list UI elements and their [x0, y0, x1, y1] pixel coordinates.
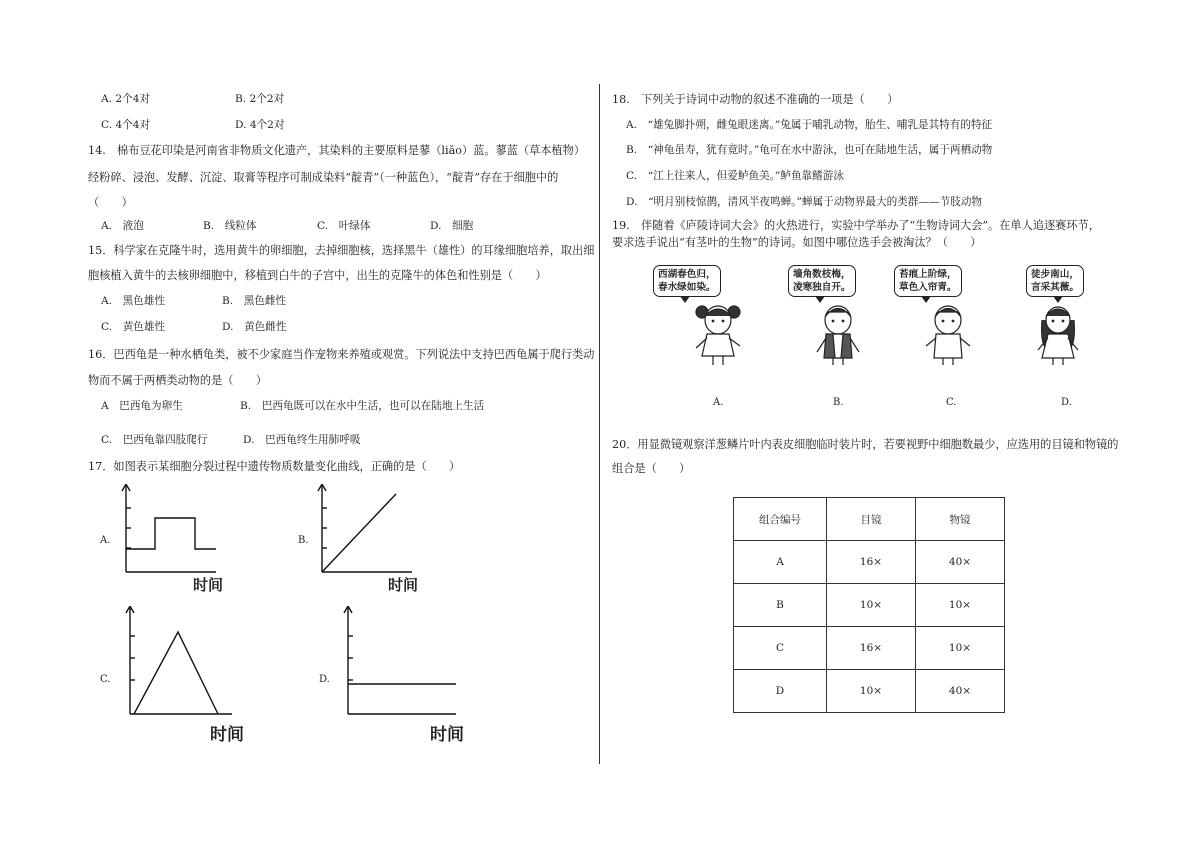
q18-option-b: B. “神龟虽寿，犹有竟时。”龟可在水中游泳，也可在陆地生活，属于两栖动物: [626, 144, 993, 156]
q20-stem-line-2: 组合是（ ）: [612, 462, 691, 475]
q19-label-a: A.: [713, 397, 724, 408]
q19-girl-figure-a: [688, 300, 748, 366]
q19-boy-figure-b: [808, 300, 868, 366]
table-header-row: [734, 498, 1005, 541]
table-cell: 16×: [827, 627, 916, 670]
q14-option-d: D. 细胞: [430, 220, 474, 232]
table-row: [734, 627, 1005, 670]
q15-stem-line-1: 15．科学家在克隆牛时，选用黄牛的卵细胞，去掉细胞核，选择黑牛（雄性）的耳缘细胞培养，取出细: [88, 244, 595, 257]
table-row: [734, 670, 1005, 713]
table-cell: 10×: [916, 627, 1005, 670]
q15-option-a: A. 黑色雄性: [101, 295, 165, 307]
q14-option-b: B. 线粒体: [203, 220, 257, 232]
q17-chart-c-label: C.: [100, 674, 111, 685]
table-row: [734, 541, 1005, 584]
column-divider: [599, 84, 600, 764]
table-header-cell: 组合编号: [734, 498, 827, 541]
q16-option-d: D. 巴西龟终生用肺呼吸: [243, 434, 361, 446]
q16-option-b: B. 巴西龟既可以在水中生活，也可以在陆地上生活: [240, 400, 485, 412]
q17-chart-b: [308, 484, 418, 579]
q17-chart-b-xlabel: 时间: [388, 576, 419, 594]
table-header-cell: 物镜: [916, 498, 1005, 541]
q17-chart-d: [334, 606, 460, 718]
q17-chart-c-curve: [134, 632, 218, 714]
q17-chart-b-curve: [322, 494, 396, 572]
q16-stem-line-2: 物而不属于两栖类动物的是（ ）: [88, 374, 268, 387]
q18-option-d: D. “明月别枝惊鹊，清风半夜鸣蝉。”蝉属于动物界最大的类群——节肢动物: [626, 196, 983, 208]
table-cell: 40×: [916, 541, 1005, 584]
table-cell: 10×: [916, 584, 1005, 627]
q19-label-c: C.: [946, 397, 957, 408]
q17-chart-d-xlabel: 时间: [430, 725, 464, 745]
q17-chart-a: [112, 484, 222, 579]
table-cell: A: [734, 541, 827, 584]
q19-stem-line-2: 要求选手说出“有茎叶的生物”的诗词。如图中哪位选手会被淘汰？（ ）: [612, 236, 982, 249]
table-row: [734, 584, 1005, 627]
q15-option-c: C. 黄色雄性: [101, 321, 166, 333]
q14-option-c: C. 叶绿体: [317, 220, 371, 232]
q14-stem-line-1: 14. 棉布豆花印染是河南省非物质文化遗产，其染料的主要原料是蓼（liǎo）蓝。蓼蓝（草本植物）: [88, 144, 586, 157]
table-cell: C: [734, 627, 827, 670]
table-header-cell: 目镜: [827, 498, 916, 541]
table-cell: 16×: [827, 541, 916, 584]
q18-option-c: C. “江上往来人，但爱鲈鱼美。”鲈鱼靠鳍游泳: [626, 170, 844, 182]
q20-stem-line-1: 20．用显微镜观察洋葱鳞片叶内表皮细胞临时装片时，若要视野中细胞数最少，应选用的目镜和物镜的: [612, 438, 1119, 451]
q19-bubble-c: 苔痕上阶绿， 草色入帘青。: [894, 265, 962, 297]
q14-option-a: A. 液泡: [101, 220, 144, 232]
q15-option-d: D. 黄色雌性: [222, 321, 287, 333]
table-cell: 10×: [827, 670, 916, 713]
q18-stem: 18. 下列关于诗词中动物的叙述不准确的一项是（ ）: [612, 93, 899, 106]
q17-chart-c-xlabel: 时间: [210, 725, 244, 745]
q13-option-c: C. 4个4对: [101, 119, 151, 131]
q19-bubble-a: 西湖春色归， 春水绿如染。: [653, 265, 721, 297]
q17-chart-d-label: D.: [319, 674, 330, 685]
q17-chart-c: [118, 606, 238, 718]
q16-option-a: A 巴西龟为卵生: [101, 400, 183, 412]
q17-chart-a-label: A.: [100, 535, 111, 546]
q19-bubble-b: 墙角数枝梅， 凌寒独自开。: [788, 265, 856, 297]
q20-combination-table: [733, 497, 1005, 713]
q19-stem-line-1: 19. 伴随着《庐陵诗词大会》的火热进行，实验中学举办了“生物诗词大会”。在单人追逐赛环节，: [612, 219, 1100, 232]
table-cell: B: [734, 584, 827, 627]
q19-bubble-d: 徒步南山， 言采其薇。: [1026, 265, 1084, 297]
table-cell: 10×: [827, 584, 916, 627]
q17-stem: 17．如图表示某细胞分裂过程中遗传物质数量变化曲线，正确的是（ ）: [88, 460, 461, 473]
q19-label-d: D.: [1061, 397, 1072, 408]
q13-option-d: D. 4个2对: [235, 119, 285, 131]
q16-option-c: C. 巴西龟靠四肢爬行: [101, 434, 208, 446]
q13-option-a: A. 2个4对: [101, 93, 151, 105]
q18-option-a: A. “雄兔脚扑朔，雌兔眼迷离。”兔属于哺乳动物，胎生、哺乳是其特有的特征: [626, 119, 993, 131]
q17-chart-a-curve: [126, 518, 216, 549]
q13-option-b: B. 2个2对: [235, 93, 285, 105]
q15-option-b: B. 黑色雌性: [222, 295, 287, 307]
q14-stem-line-3: （ ）: [88, 196, 133, 209]
q14-stem-line-2: 经粉碎、浸泡、发酵、沉淀、取膏等程序可制成染料“靛青”（一种蓝色），“靛青”存在于细胞中的: [88, 171, 559, 184]
table-cell: D: [734, 670, 827, 713]
q16-stem-line-1: 16．巴西龟是一种水栖龟类，被不少家庭当作宠物来养殖或观赏。下列说法中支持巴西龟属于爬行类动: [88, 348, 595, 361]
q19-boy-figure-c: [918, 300, 978, 366]
q19-label-b: B.: [833, 397, 844, 408]
q15-stem-line-2: 胞核植入黄牛的去核卵细胞中，移植到白牛的子宫中，出生的克隆牛的体色和性别是（ ）: [88, 269, 547, 282]
q19-girl-figure-d: [1028, 300, 1088, 366]
q17-chart-a-xlabel: 时间: [193, 576, 224, 594]
table-cell: 40×: [916, 670, 1005, 713]
q17-chart-b-label: B.: [298, 535, 309, 546]
